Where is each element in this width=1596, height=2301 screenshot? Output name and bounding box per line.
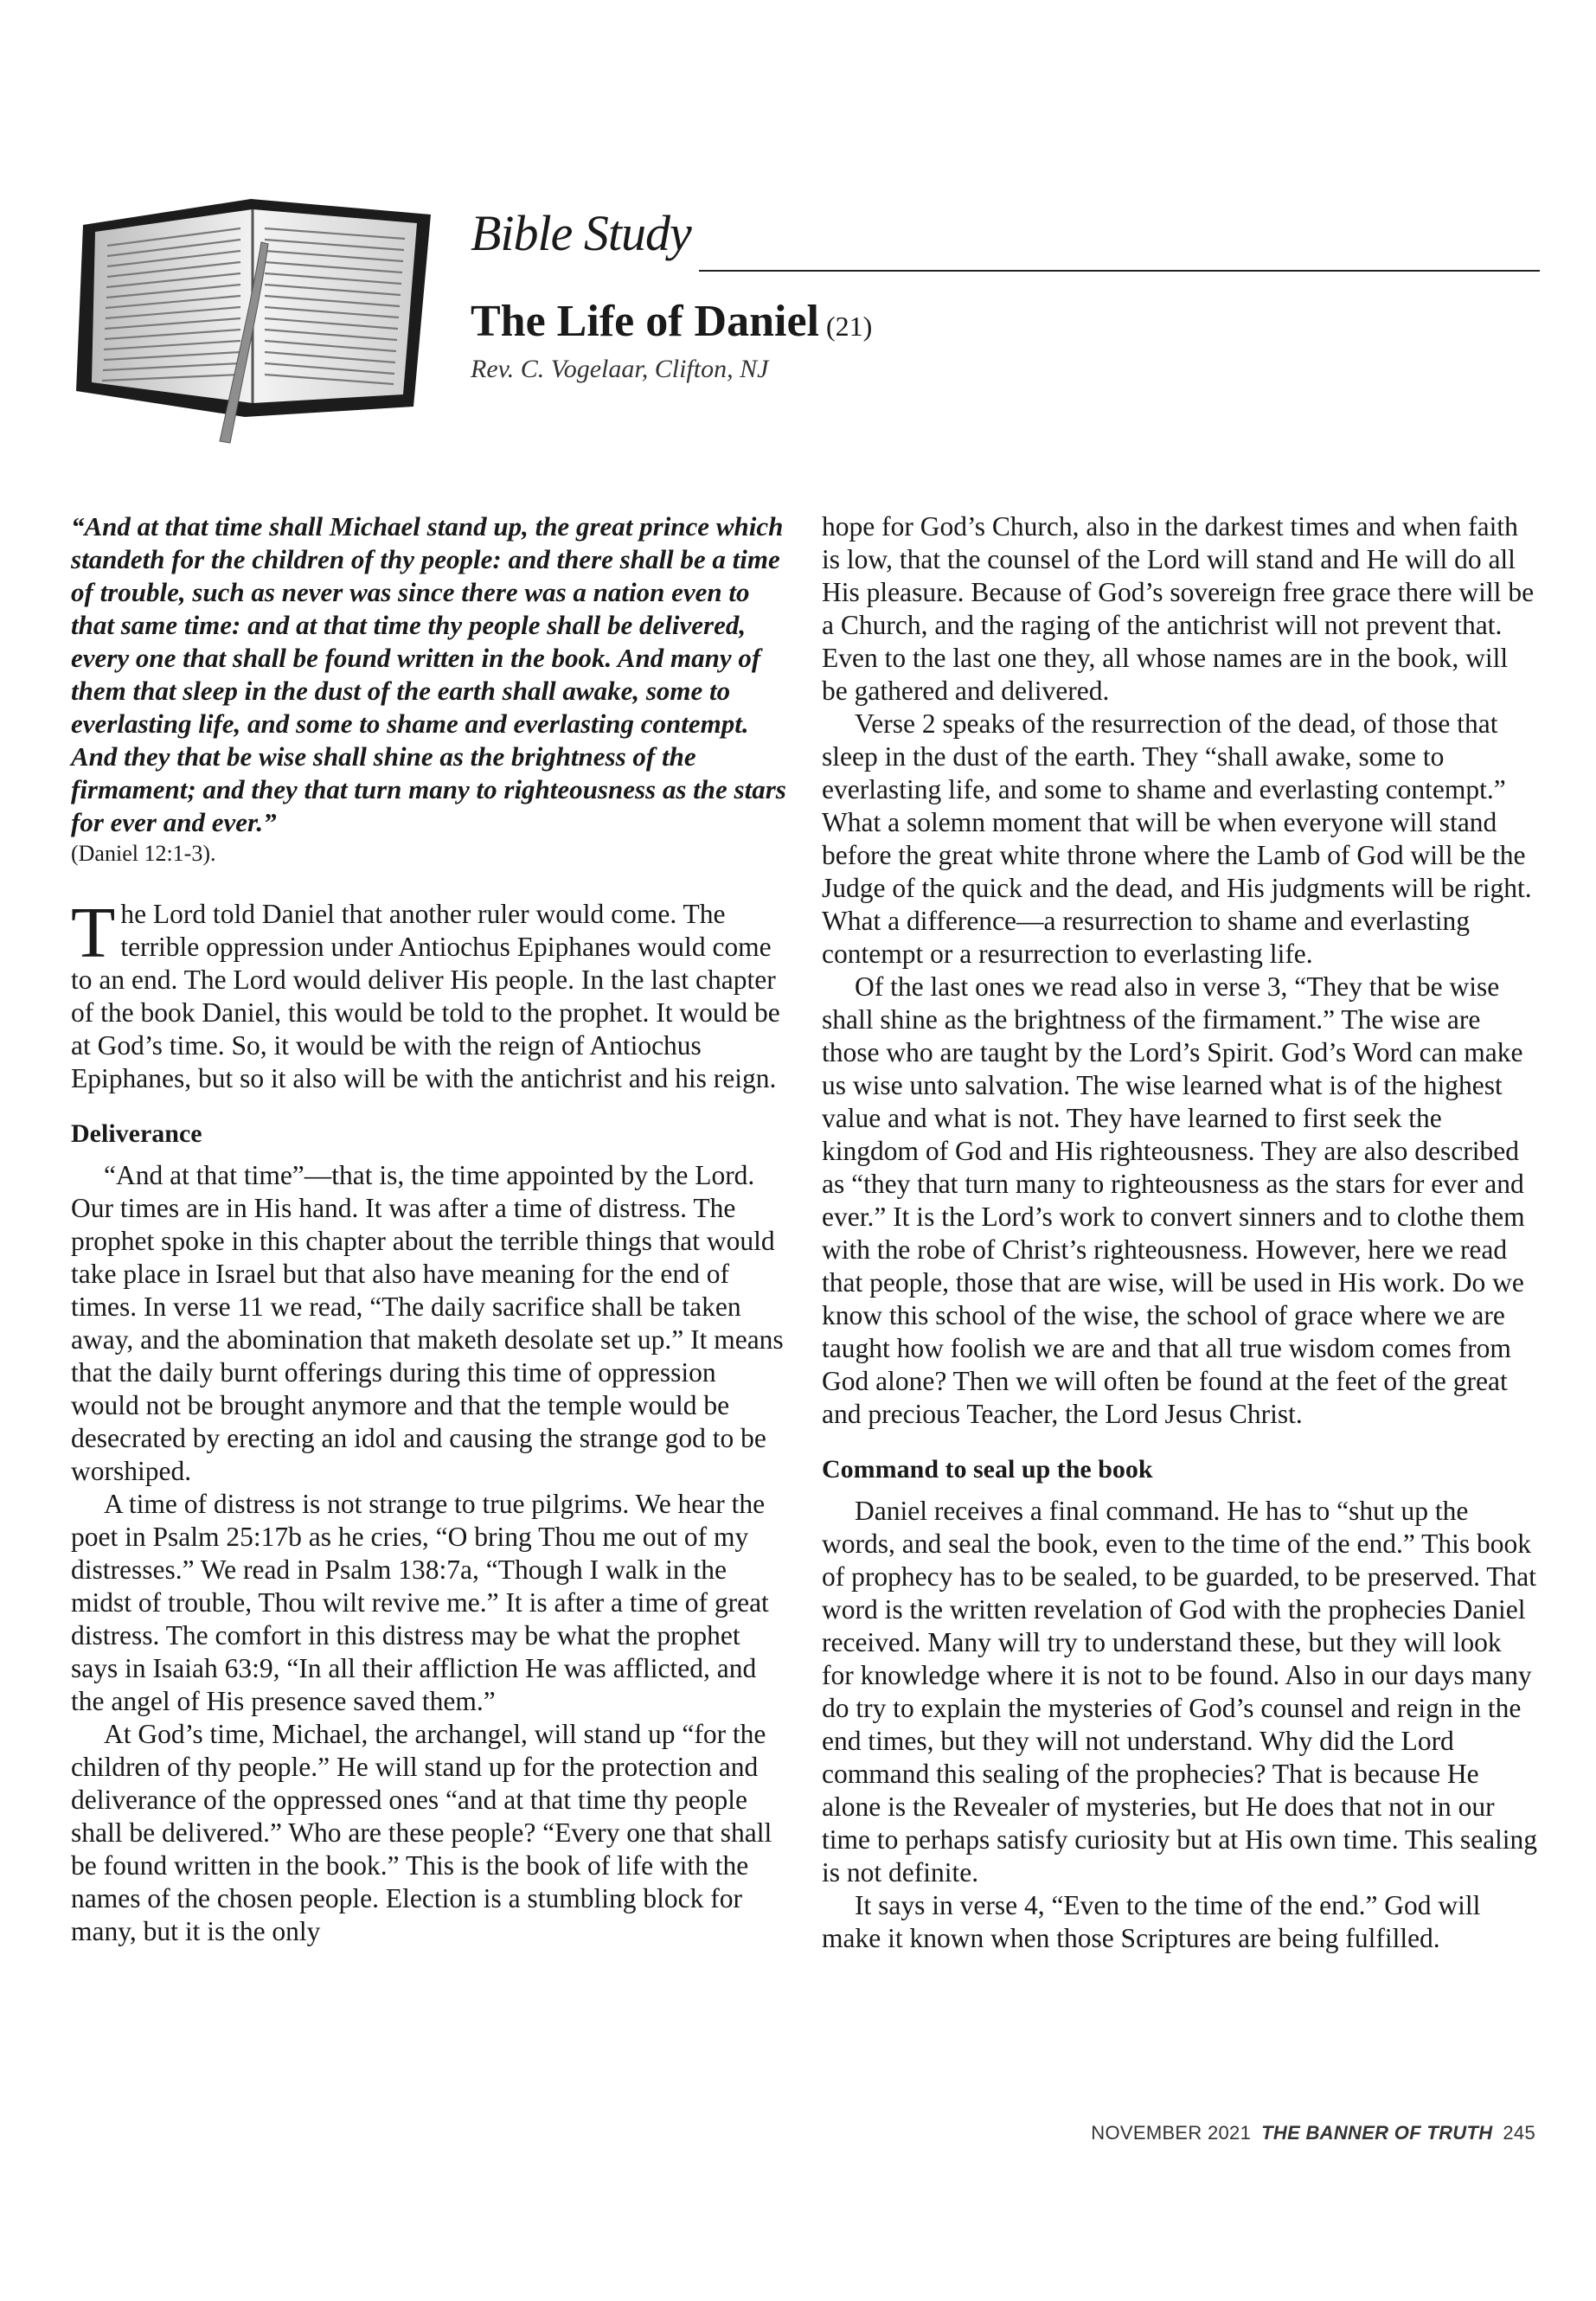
issue-date: NOVEMBER 2021 (1091, 2122, 1252, 2144)
magazine-name: THE BANNER OF TRUTH (1261, 2122, 1493, 2144)
article-number: (21) (825, 311, 873, 342)
epigraph-reference: (Daniel 12:1-3). (71, 841, 216, 866)
left-column (71, 510, 789, 1948)
page-number: 245 (1503, 2122, 1535, 2144)
paragraph: Verse 2 speaks of the resurrection of the dead, of those that sleep in the dust of the earth. They “shall awake, some to everlasting life, and some to shame and everlasting contempt.” What a solemn moment that will be when everyone will stand before the great white throne where the Lamb of God will be the Judge of the quick and the dead, and His judgments will be right. What a difference—a resurrection to shame and everlasting contempt or a resurrection to everlasting life. (822, 708, 1532, 969)
intro-text: he Lord told Daniel that another ruler would come. The terrible oppression under Antiochus Epiphanes would come to an end. The Lord would deliver His people. In the last chapter of the book Daniel, this would be told to the prophet. It would be at God’s time. So, it would be with the reign of Antiochus Epiphanes, but so it also will be with the antichrist and his reign. (71, 899, 780, 1093)
paragraph: Daniel receives a final command. He has to “shut up the words, and seal the book, even to the time of the end.” This book of prophecy has to be sealed, to be guarded, to be preserved. That word is the written revelation of God with the prophecies Daniel received. Many will try to understand these, but they will look for knowledge where it is not to be found. Also in our days many do try to explain the mysteries of God’s counsel and reign in the end times, but they will not understand. Why did the Lord command this sealing of the prophecies? That is because He alone is the Revealer of mysteries, but He does that not in our time to perhaps satisfy curiosity but at His own time. This sealing is not definite. (822, 1496, 1538, 1888)
subhead-deliverance: Deliverance (71, 1119, 202, 1148)
section-title: Bible Study (471, 205, 691, 261)
paragraph: At God’s time, Michael, the archangel, will stand up “for the children of thy people.” He will stand up for the protection and deliverance of the oppressed ones “and at that time thy people shall be delivered.” Who are these people? “Every one that shall be found written in the book.” This is the book of life with the names of the chosen people. Election is a stumbling block for many, but it is the only (71, 1719, 772, 1946)
paragraph: Of the last ones we read also in verse 3, “They that be wise shall shine as the brightness of the firmament.” The wise are those who are taught by the Lord’s Spirit. God’s Word can make us wise unto salvation. The wise learned what is of the highest value and what is not. They have learned to first seek the kingdom of God and His righteousness. They are also described as “they that turn many to righteousness as the stars for ever and ever.” It is the Lord’s work to convert sinners and to clothe them with the robe of Christ’s righteousness. However, here we read that people, those that are wise, will be used in His work. Do we know this school of the wise, the school of grace where we are taught how foolish we are and that all true wisdom comes from God alone? Then we will often be found at the feet of the great and precious Teacher, the Lord Jesus Christ. (822, 971, 1525, 1429)
title-rule (699, 270, 1540, 272)
paragraph: It says in verse 4, “Even to the time of the end.” God will make it known when those Scriptures are being fulfilled. (822, 1890, 1481, 1953)
open-bible-image (67, 190, 448, 450)
page-footer (1091, 2122, 1535, 2144)
article-title (471, 296, 872, 347)
paragraph: hope for God’s Church, also in the darkest times and when faith is low, that the counsel of the Lord will stand and He will do all His pleasure. Because of God’s sovereign free grace there will be a Church, and the raging of the antichrist will not prevent that. Even to the last one they, all whose names are in the book, will be gathered and delivered. (822, 511, 1535, 706)
drop-cap: T (71, 893, 116, 973)
intro-paragraph (71, 893, 789, 1095)
byline: Rev. C. Vogelaar, Clifton, NJ (471, 355, 769, 383)
paragraph: “And at that time”—that is, the time appointed by the Lord. Our times are in His hand. It was after a time of distress. The prophet spoke in this chapter about the terrible things that would take place in Israel but that also have meaning for the end of times. In verse 11 we read, “The daily sacrifice shall be taken away, and the abomination that maketh desolate set up.” It means that the daily burnt offerings during this time of oppression would not be brought anymore and that the temple would be desecrated by erecting an idol and causing the strange god to be worshiped. (71, 1160, 784, 1486)
subhead-command: Command to seal up the book (822, 1455, 1153, 1484)
paragraph: A time of distress is not strange to true pilgrims. We hear the poet in Psalm 25:17b as he cries, “O bring Thou me out of my distresses.” We read in Psalm 138:7a, “Though I walk in the midst of trouble, Thou wilt revive me.” It is after a time of great distress. The comfort in this distress may be what the prophet says in Isaiah 63:9, “In all their affliction He was afflicted, and the angel of His presence saved them.” (71, 1489, 769, 1716)
epigraph-quote: “And at that time shall Michael stand up, the great prince which standeth for the children of thy people: and there shall be a time of trouble, such as never was since there was a nation even to that same time: and at that time thy people shall be delivered, every one that shall be found written in the book. And many of them that sleep in the dust of the earth shall awake, some to everlasting life, and some to shame and everlasting contempt. And they that be wise shall shine as the brightness of the firmament; and they that turn many to righteousness as the stars for ever and ever.” (71, 511, 786, 837)
article-title-text: The Life of Daniel (471, 297, 819, 346)
right-column (822, 510, 1540, 1955)
